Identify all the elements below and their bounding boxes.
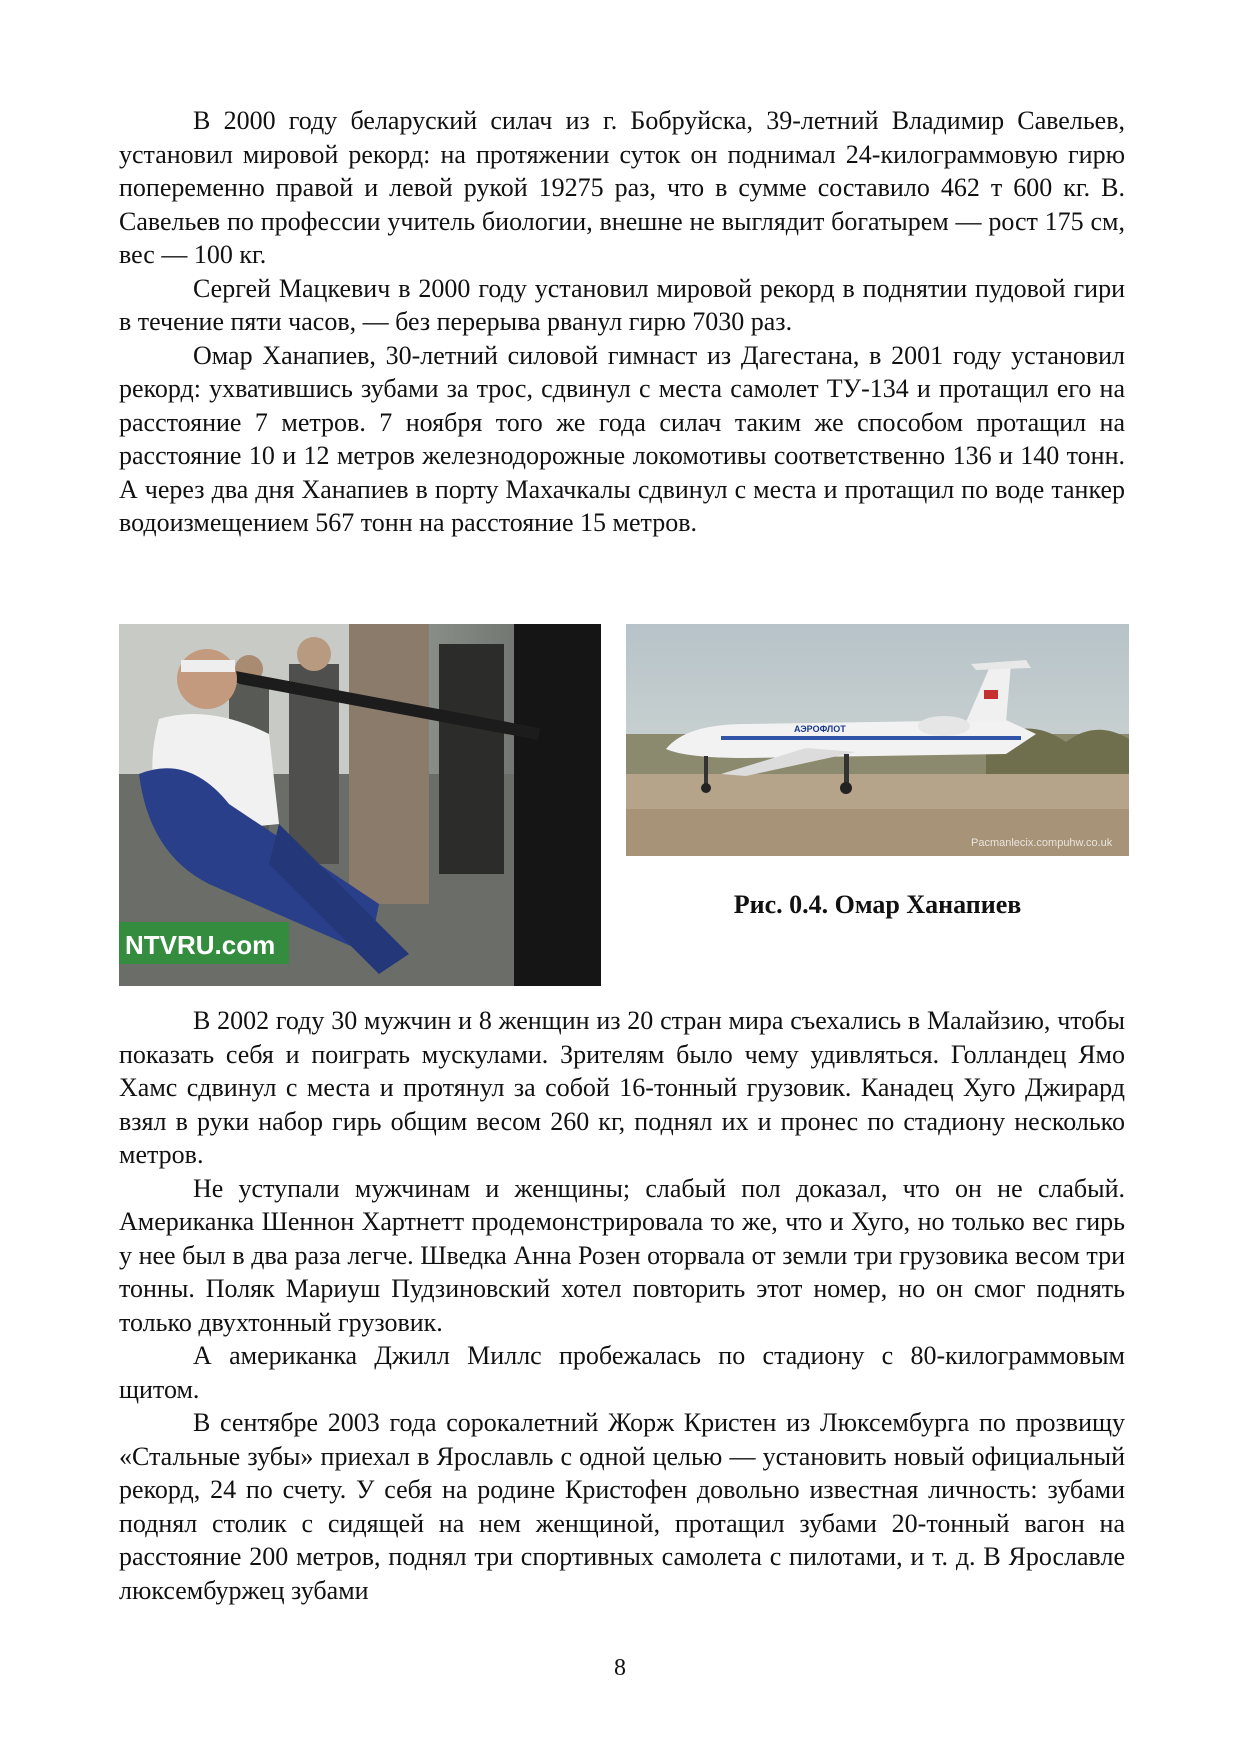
strongman-photo [119, 624, 601, 986]
paragraph-christen: В сентябре 2003 года сорокалетний Жорж Кристен из Люксембурга по прозвищу «Стальные зубы» приехал в Ярославль с одной целью — установить новый официальный рекорд, 24 по счету. У себя на родине Кристофен довольно известная личность: зубами поднял столик с сидящей на нем женщиной, протащил зубами 20-тонный вагон на расстояние 200 метров, поднял три спортивных самолета с пилотами, и т. д. В Ярославле люксембуржец зубами [119, 1408, 1125, 1605]
text-block-top [119, 104, 1125, 540]
photo-watermark: Pacmanlecix.compuhw.co.uk [971, 837, 1113, 849]
paragraph-malaysia: В 2002 году 30 мужчин и 8 женщин из 20 стран мира съехались в Малайзию, чтобы показать себя и поиграть мускулами. Зрителям было чему удивляться. Голландец Ямо Хамс сдвинул с места и протянул за собой 16-тонный грузовик. Канадец Хуго Джирард взял в руки набор гирь общим весом 260 кг, поднял их и пронес по стадиону несколько метров. [119, 1006, 1125, 1169]
figure-caption: Рис. 0.4. Омар Ханапиев [733, 890, 1022, 919]
fuselage-lettering: АЭРОФЛОТ [794, 724, 846, 734]
paragraph-savelyev: В 2000 году беларуский силач из г. Бобруйска, 39-летний Владимир Савельев, установил мировой рекорд: на протяжении суток он поднимал 24-килограммовую гирю попеременно правой и левой рукой 19275 раз, что в сумме составило 462 т 600 кг. В. Савельев по профессии учитель биологии, внешне не выглядит богатырем — рост 175 см, вес — 100 кг. [119, 106, 1125, 269]
paragraph-mills: А американка Джилл Миллс пробежалась по стадиону с 80-килограммовым щитом. [119, 1341, 1125, 1404]
paragraph-khanapiev: Омар Ханапиев, 30-летний силовой гимнаст из Дагестана, в 2001 году установил рекорд: ухватившись зубами за трос, сдвинул с места самолет ТУ-134 и протащил его на расстояние 7 метров. 7 ноября того же года силач таким же способом протащил на расстояние 10 и 12 метров железнодорожные локомотивы соответственно 136 и 140 тонн. А через два дня Ханапиев в порту Махачкалы сдвинул с места и протащил по воде танкер водоизмещением 567 тонн на расстояние 15 метров. [119, 340, 1125, 537]
paragraph-matskevich: Сергей Мацкевич в 2000 году установил мировой рекорд в поднятии пудовой гири в течение пяти часов, — без перерыва рванул гирю 7030 раз. [119, 273, 1125, 336]
page-number: 8 [614, 1655, 626, 1681]
aircraft-photo [626, 624, 1129, 856]
text-block-bottom [119, 1004, 1125, 1607]
paragraph-women: Не уступали мужчинам и женщины; слабый пол доказал, что он не слабый. Американка Шеннон Хартнетт продемонстрировала то же, что и Хуго, но только вес гирь у нее был в два раза легче. Шведка Анна Розен оторвала от земли три грузовика весом три тонны. Поляк Мариуш Пудзиновский хотел повторить этот номер, но он смог поднять только двухтонный грузовик. [119, 1173, 1125, 1337]
ntv-logo-text: NTVRU.com [125, 930, 276, 960]
